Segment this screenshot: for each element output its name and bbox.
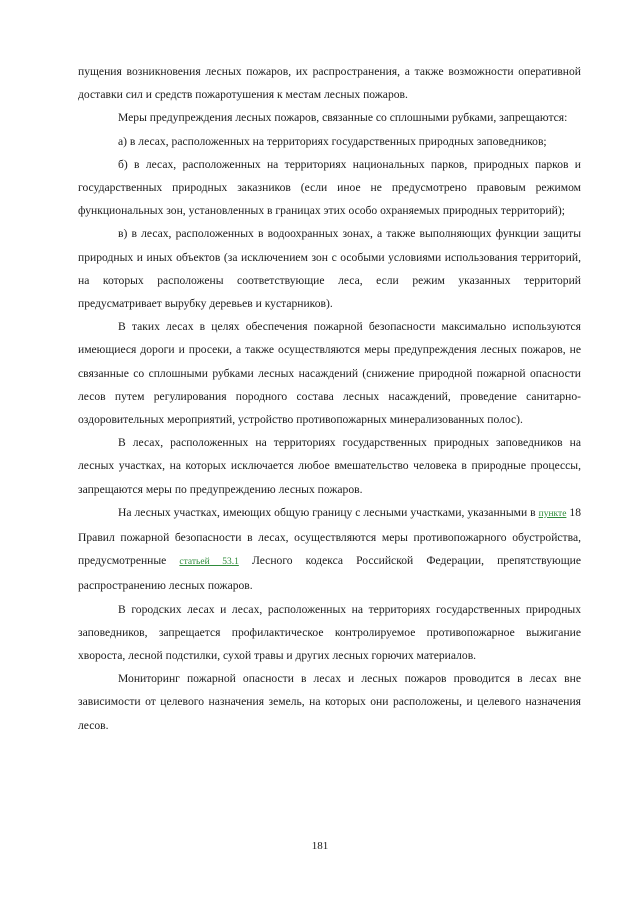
paragraph-urban-forests: В городских лесах и лесах, расположенных на территориях государственных природных заповедников, запрещается профилактическое контролируемое противопожарное выжигание хвороста, лесной подстилки, сухой травы и других лесных горючих материалов. — [78, 602, 581, 663]
paragraph-item-a: а) в лесах, расположенных на территориях государственных природных заповедников; — [118, 134, 547, 148]
link-punkt[interactable]: пункте — [538, 508, 567, 519]
text-segment: Лесного кодекса Российской Федерации, препятствующие распространению лесных пожаров. — [78, 554, 581, 593]
link-statya-53-1[interactable]: статьей 53.1 — [179, 557, 239, 568]
paragraph-reserves: В лесах, расположенных на территориях государственных природных заповедников на лесных участках, на которых исключается любое вмешательство человека в природные процессы, запрещаются меры по предупреждению лесных пожаров. — [78, 436, 581, 496]
page-number: 181 — [311, 840, 329, 852]
paragraph-item-v: в) в лесах, расположенных в водоохранных зонах, а также выполняющих функции защиты природных и иных объектов (за исключением зон с особыми условиями использования территорий, на которых расположены соответствующие леса, если режим указанных территорий предусматривает вырубку деревьев и кустарников). — [78, 227, 581, 311]
paragraph-continuation: пущения возникновения лесных пожаров, их распространения, а также возможности оперативной доставки сил и средств пожаротушения к местам лесных пожаров. — [78, 65, 581, 102]
paragraph-roads-and-clearings: В таких лесах в целях обеспечения пожарной безопасности максимально используются имеющиеся дороги и просеки, а также осуществляются меры предупреждения лесных пожаров, не связанные со сплошными рубками лесных насаждений (снижение природной пожарной опасности лесов путем регулирования породного состава лесных насаждений, проведение санитарно-оздоровительных мероприятий, устройство противопожарных минерализованных полос). — [78, 320, 581, 427]
paragraph-item-b: б) в лесах, расположенных на территориях национальных парков, природных парков и государственных природных заказников (если иное не предусмотрено правовым режимом функциональных зон, установленных в границах этих особо охраняемых природных территорий); — [78, 157, 581, 218]
paragraph-common-border — [78, 501, 581, 598]
paragraph-monitoring: Мониторинг пожарной опасности в лесах и лесных пожаров проводится в лесах вне зависимости от целевого назначения земель, на которых они расположены, и целевого назначения лесов. — [78, 672, 581, 732]
paragraph-clearcut-prohibition: Меры предупреждения лесных пожаров, связанные со сплошными рубками, запрещаются: — [118, 111, 568, 125]
text-segment: 18 Правил пожарной безопасности в лесах, осуществляются меры противопожарного обустройства, предусмотренные — [78, 505, 581, 568]
document-body — [78, 60, 581, 737]
text-segment: На лесных участках, имеющих общую границу с лесными участками, указанными в — [118, 505, 539, 519]
